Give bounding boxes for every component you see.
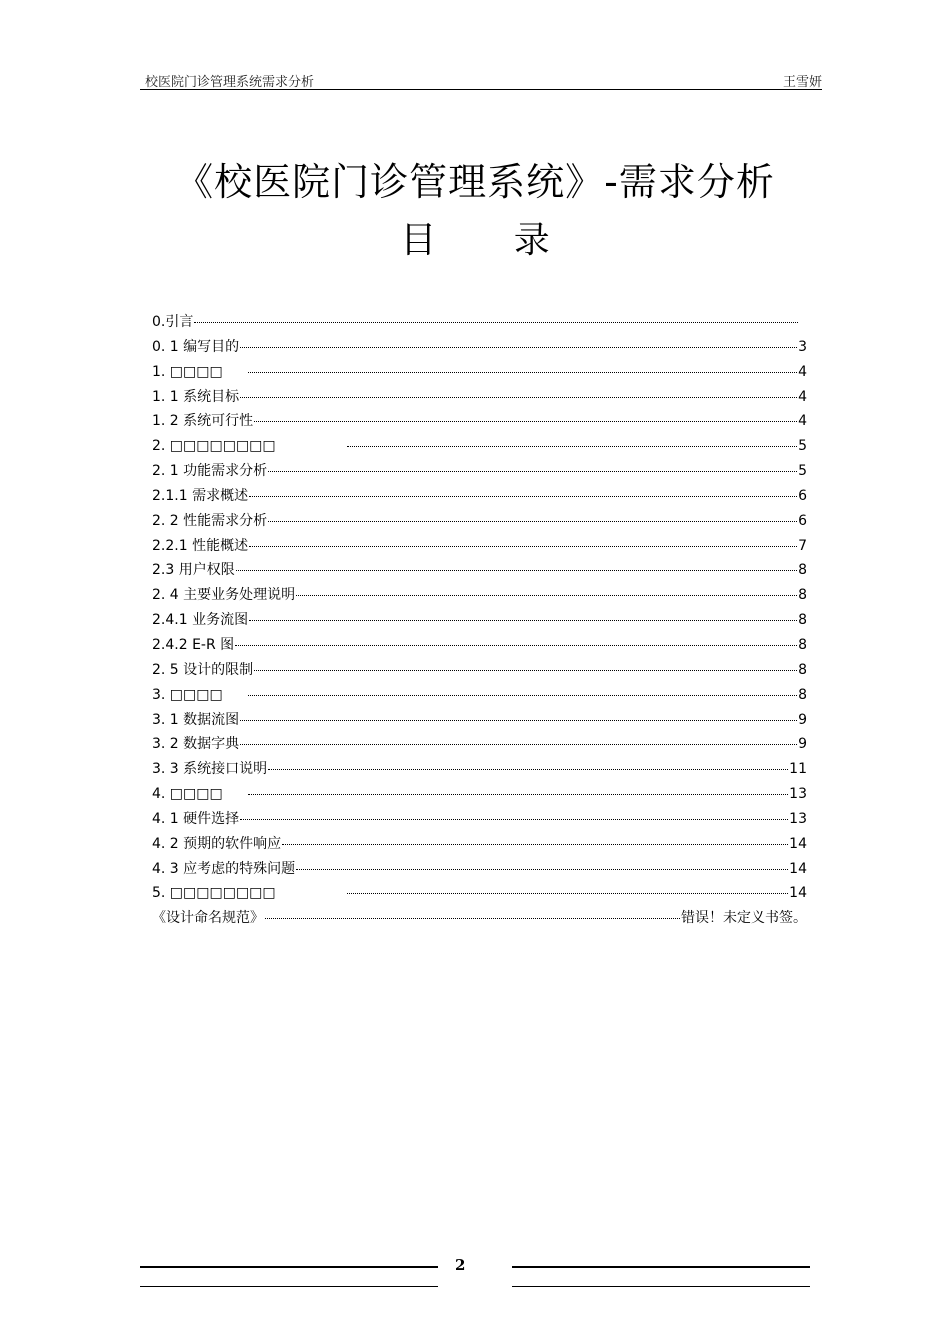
page-number: 2 (455, 1256, 466, 1274)
footer-rule-left-bottom (140, 1286, 438, 1287)
toc-entry[interactable] (152, 409, 807, 434)
toc-entry-label: 5. □□□□□□□□ (152, 885, 276, 902)
toc-entry-page: 9 (798, 711, 807, 728)
toc-entry-label: 0. 1 编写目的 (152, 338, 240, 355)
toc-entry-page: 11 (789, 761, 807, 778)
toc-dot-leader (347, 445, 797, 447)
toc-entry-page: 13 (789, 786, 807, 803)
toc-dot-leader (296, 868, 788, 870)
toc-entry-page: 14 (789, 835, 807, 852)
toc-entry-page: 8 (798, 587, 807, 604)
footer-rule-right-top (512, 1266, 810, 1268)
toc-entry-label: 2.3 用户权限 (152, 562, 235, 579)
toc-dot-leader (240, 396, 797, 398)
toc-entry[interactable] (152, 310, 807, 335)
toc-entry-label: 《设计命名规范》 (152, 910, 264, 927)
toc-entry[interactable] (152, 459, 807, 484)
toc-entry[interactable] (152, 906, 807, 931)
toc-entry-label: 1. 2 系统可行性 (152, 413, 254, 430)
toc-entry-label: 2. 4 主要业务处理说明 (152, 587, 296, 604)
toc-dot-leader (282, 843, 788, 845)
toc-entry-page: 13 (789, 810, 807, 827)
toc-entry[interactable] (152, 509, 807, 534)
running-header-title: 校医院门诊管理系统需求分析 (145, 75, 315, 90)
toc-entry-page: 4 (798, 413, 807, 430)
toc-dot-leader (240, 818, 788, 820)
toc-dot-leader (347, 892, 789, 894)
toc-heading (0, 212, 950, 263)
toc-entry[interactable] (152, 633, 807, 658)
toc-entry[interactable] (152, 807, 807, 832)
toc-entry-label: 2. 2 性能需求分析 (152, 512, 268, 529)
document-title: 《校医院门诊管理系统》-需求分析 (175, 160, 775, 205)
running-header-author: 王雪妍 (782, 75, 822, 90)
toc-entry-label: 1. □□□□ (152, 363, 223, 380)
toc-entry-label: 2. □□□□□□□□ (152, 438, 276, 455)
toc-entry[interactable] (152, 534, 807, 559)
toc-dot-leader (240, 743, 797, 745)
toc-entry-page: 8 (798, 636, 807, 653)
toc-entry[interactable] (152, 484, 807, 509)
toc-entry[interactable] (152, 583, 807, 608)
toc-heading-char-2: 录 (513, 220, 550, 261)
toc-entry-page: 14 (789, 860, 807, 877)
toc-entry[interactable] (152, 335, 807, 360)
toc-entry-page: 14 (789, 885, 807, 902)
toc-entry[interactable] (152, 385, 807, 410)
toc-dot-leader (268, 470, 797, 472)
toc-entry-page: 4 (798, 363, 807, 380)
toc-dot-leader (248, 694, 797, 696)
toc-dot-leader (265, 917, 680, 919)
toc-dot-leader (296, 594, 797, 596)
toc-entry[interactable] (152, 782, 807, 807)
toc-entry-page: 8 (798, 661, 807, 678)
footer-rule-left-top (140, 1266, 438, 1268)
toc-entry[interactable] (152, 434, 807, 459)
toc-entry[interactable] (152, 757, 807, 782)
toc-entry-label: 2. 5 设计的限制 (152, 661, 254, 678)
toc-entry-label: 4. □□□□ (152, 786, 223, 803)
toc-dot-leader (240, 719, 797, 721)
toc-entry-label: 3. 1 数据流图 (152, 711, 240, 728)
toc-entry-label: 0.引言 (152, 314, 194, 330)
toc-entry[interactable] (152, 360, 807, 385)
toc-entry-label: 3. 2 数据字典 (152, 736, 240, 753)
toc-entry-page: 5 (798, 463, 807, 480)
footer-rule-right-bottom (512, 1286, 810, 1287)
toc-entry-label: 3. □□□□ (152, 686, 223, 703)
toc-entry-label: 4. 3 应考虑的特殊问题 (152, 860, 296, 877)
toc-entry-label: 2.2.1 性能概述 (152, 537, 249, 554)
toc-entry[interactable] (152, 658, 807, 683)
toc-entry[interactable] (152, 683, 807, 708)
toc-dot-leader (268, 768, 788, 770)
toc-dot-leader (268, 520, 797, 522)
header-rule (140, 89, 822, 90)
toc-entry-page: 5 (798, 438, 807, 455)
toc-entry-label: 2.4.2 E-R 图 (152, 636, 235, 653)
toc-dot-leader (249, 545, 797, 547)
toc-entry-page: 9 (798, 736, 807, 753)
toc-entry[interactable] (152, 857, 807, 882)
toc-entry-label: 2.4.1 业务流图 (152, 612, 249, 629)
toc-dot-leader (236, 569, 797, 571)
toc-entry-label: 2.1.1 需求概述 (152, 487, 249, 504)
toc-entry[interactable] (152, 608, 807, 633)
toc-entry-page: 8 (798, 612, 807, 629)
toc-entry-label: 1. 1 系统目标 (152, 388, 240, 405)
toc-entry[interactable] (152, 881, 807, 906)
toc-dot-leader (254, 669, 797, 671)
toc-entry-label: 2. 1 功能需求分析 (152, 463, 268, 480)
toc-dot-leader (240, 346, 797, 348)
toc-dot-leader (248, 371, 797, 373)
toc-entry-page: 4 (798, 388, 807, 405)
toc-entry-page: 6 (798, 487, 807, 504)
toc-entry[interactable] (152, 708, 807, 733)
toc-entry-page: 3 (798, 338, 807, 355)
toc-entry[interactable] (152, 558, 807, 583)
toc-entry-page: 8 (798, 562, 807, 579)
toc-entry-page: 错误！未定义书签。 (681, 910, 807, 927)
toc-dot-leader (235, 644, 797, 646)
toc-entry[interactable] (152, 832, 807, 857)
toc-entry-page: 6 (798, 512, 807, 529)
toc-entry-label: 3. 3 系统接口说明 (152, 761, 268, 778)
toc-entry-label: 4. 2 预期的软件响应 (152, 835, 282, 852)
toc-entry-label: 4. 1 硬件选择 (152, 810, 240, 827)
toc-dot-leader (248, 793, 788, 795)
toc-dot-leader (249, 495, 797, 497)
toc-dot-leader (249, 619, 797, 621)
toc-entry-page: 8 (798, 686, 807, 703)
toc-dot-leader (194, 321, 798, 323)
table-of-contents (152, 310, 807, 931)
toc-entry[interactable] (152, 732, 807, 757)
toc-entry-page: 7 (798, 537, 807, 554)
toc-heading-char-1: 目 (400, 220, 437, 261)
toc-dot-leader (254, 420, 797, 422)
